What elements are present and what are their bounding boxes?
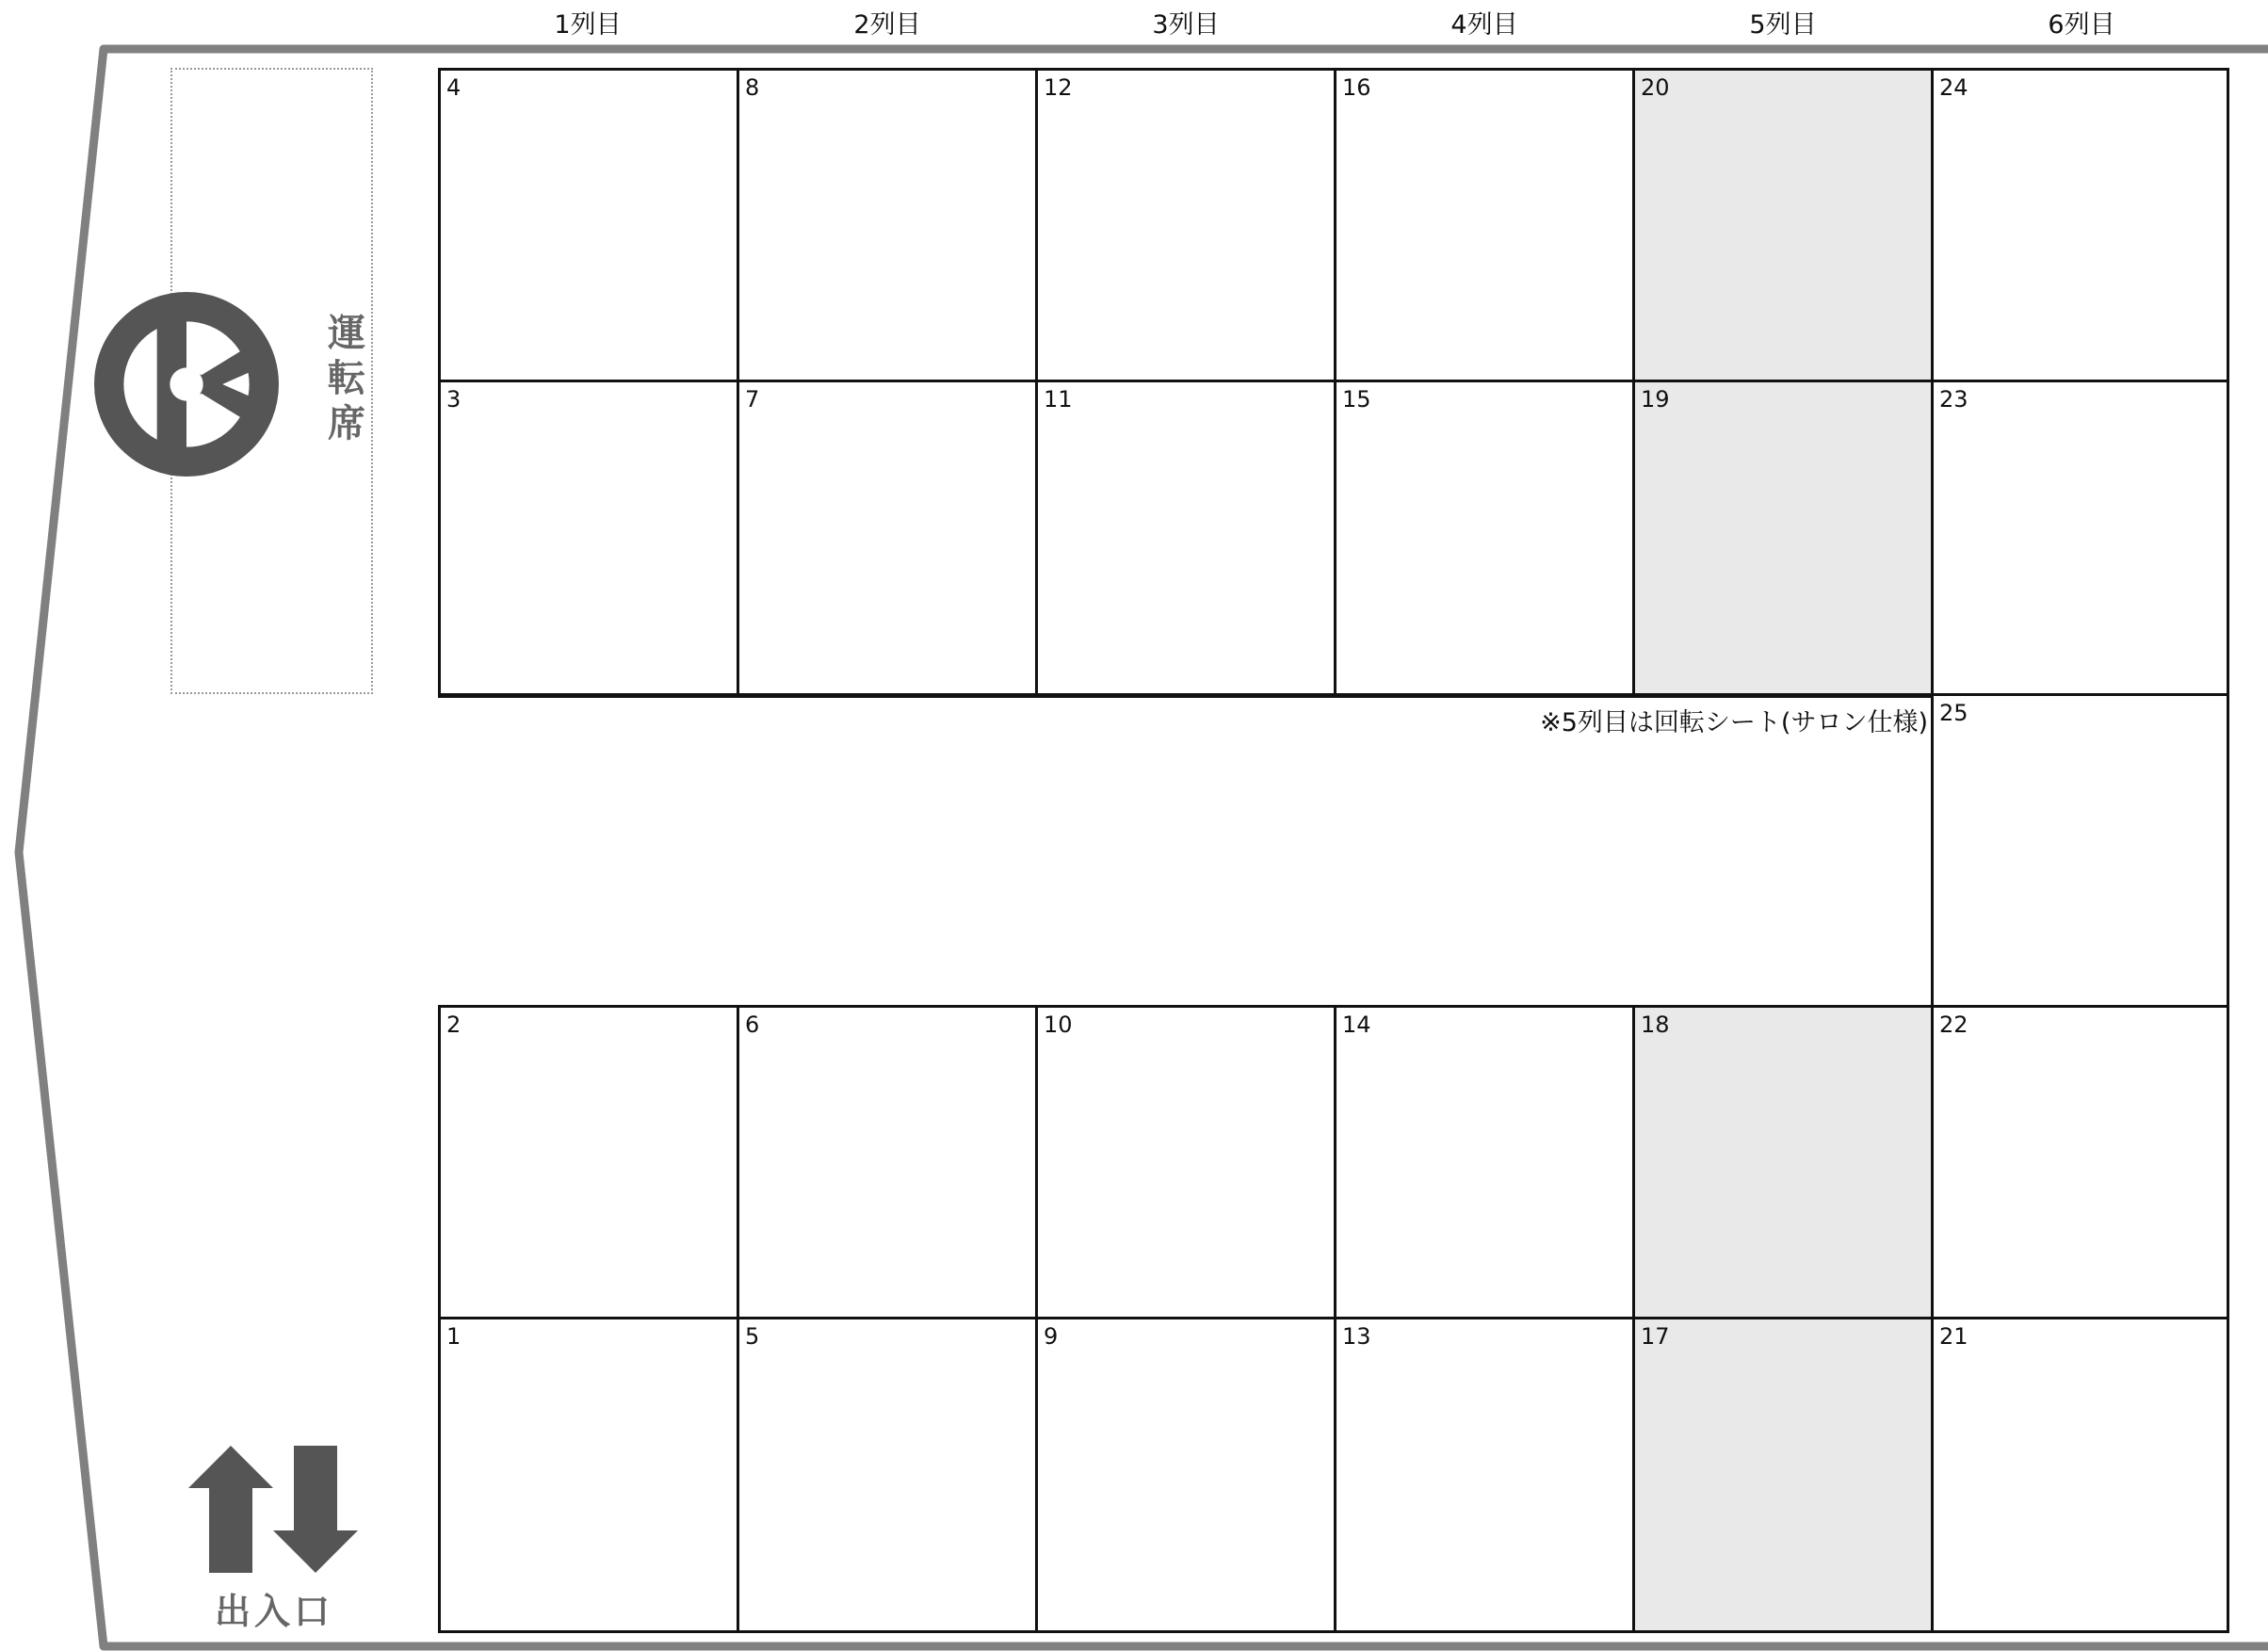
rotating-seat-note: ※5列目は回転シート(サロン仕様) (1540, 708, 1928, 737)
seat-number: 1 (446, 1323, 462, 1350)
seat-22[interactable] (1931, 1005, 2229, 1319)
seat-number: 22 (1939, 1012, 1968, 1038)
column-label-3: 3列目 (1152, 10, 1220, 40)
driver-seat-label (320, 311, 373, 446)
seat-17[interactable] (1632, 1317, 1934, 1633)
column-label-4: 4列目 (1450, 10, 1518, 40)
seat-12[interactable] (1035, 68, 1336, 382)
seat-2[interactable] (438, 1005, 739, 1319)
seat-15[interactable] (1334, 380, 1635, 696)
seat-10[interactable] (1035, 1005, 1336, 1319)
seat-number: 24 (1939, 74, 1968, 101)
seat-5[interactable] (737, 1317, 1038, 1633)
seat-number: 9 (1044, 1323, 1059, 1350)
seat-7[interactable] (737, 380, 1038, 696)
seat-number: 13 (1342, 1323, 1371, 1350)
column-label-6: 6列目 (2048, 10, 2115, 40)
column-label-5: 5列目 (1749, 10, 1817, 40)
seat-number: 15 (1342, 386, 1371, 413)
driver-label-char-1: 運 (328, 312, 365, 355)
entrance-label: 出入口 (214, 1591, 333, 1632)
column-label-2: 2列目 (853, 10, 921, 40)
driver-label-char-2: 転 (328, 357, 365, 400)
seat-number: 5 (745, 1323, 760, 1350)
seat-number: 19 (1641, 386, 1670, 413)
seat-8[interactable] (737, 68, 1038, 382)
seat-19[interactable] (1632, 380, 1934, 696)
seat-1[interactable] (438, 1317, 739, 1633)
seat-number: 3 (446, 386, 462, 413)
seat-number: 14 (1342, 1012, 1371, 1038)
seat-23[interactable] (1931, 380, 2229, 696)
aisle (438, 695, 1931, 1008)
column-label-1: 1列目 (554, 10, 622, 40)
seat-21[interactable] (1931, 1317, 2229, 1633)
seat-number: 6 (745, 1012, 760, 1038)
seat-number: 4 (446, 74, 462, 101)
seat-9[interactable] (1035, 1317, 1336, 1633)
seat-18[interactable] (1632, 1005, 1934, 1319)
driver-label-char-3: 席 (328, 402, 365, 445)
seat-number: 10 (1044, 1012, 1073, 1038)
seat-number: 21 (1939, 1323, 1968, 1350)
seat-14[interactable] (1334, 1005, 1635, 1319)
seat-6[interactable] (737, 1005, 1038, 1319)
seat-16[interactable] (1334, 68, 1635, 382)
seat-number: 12 (1044, 74, 1073, 101)
seat-20[interactable] (1632, 68, 1934, 382)
seat-25[interactable] (1931, 693, 2229, 1008)
seat-11[interactable] (1035, 380, 1336, 696)
seat-3[interactable] (438, 380, 739, 696)
seat-13[interactable] (1334, 1317, 1635, 1633)
seat-number: 17 (1641, 1323, 1670, 1350)
seat-number: 7 (745, 386, 760, 413)
steering-wheel-icon (94, 292, 279, 477)
seat-24[interactable] (1931, 68, 2229, 382)
seat-number: 11 (1044, 386, 1073, 413)
seat-number: 20 (1641, 74, 1670, 101)
seat-4[interactable] (438, 68, 739, 382)
seat-number: 2 (446, 1012, 462, 1038)
up-down-arrows-icon (188, 1446, 358, 1573)
seat-number: 18 (1641, 1012, 1670, 1038)
seat-number: 23 (1939, 386, 1968, 413)
seat-number: 25 (1939, 700, 1968, 726)
seat-number: 8 (745, 74, 760, 101)
seat-number: 16 (1342, 74, 1371, 101)
